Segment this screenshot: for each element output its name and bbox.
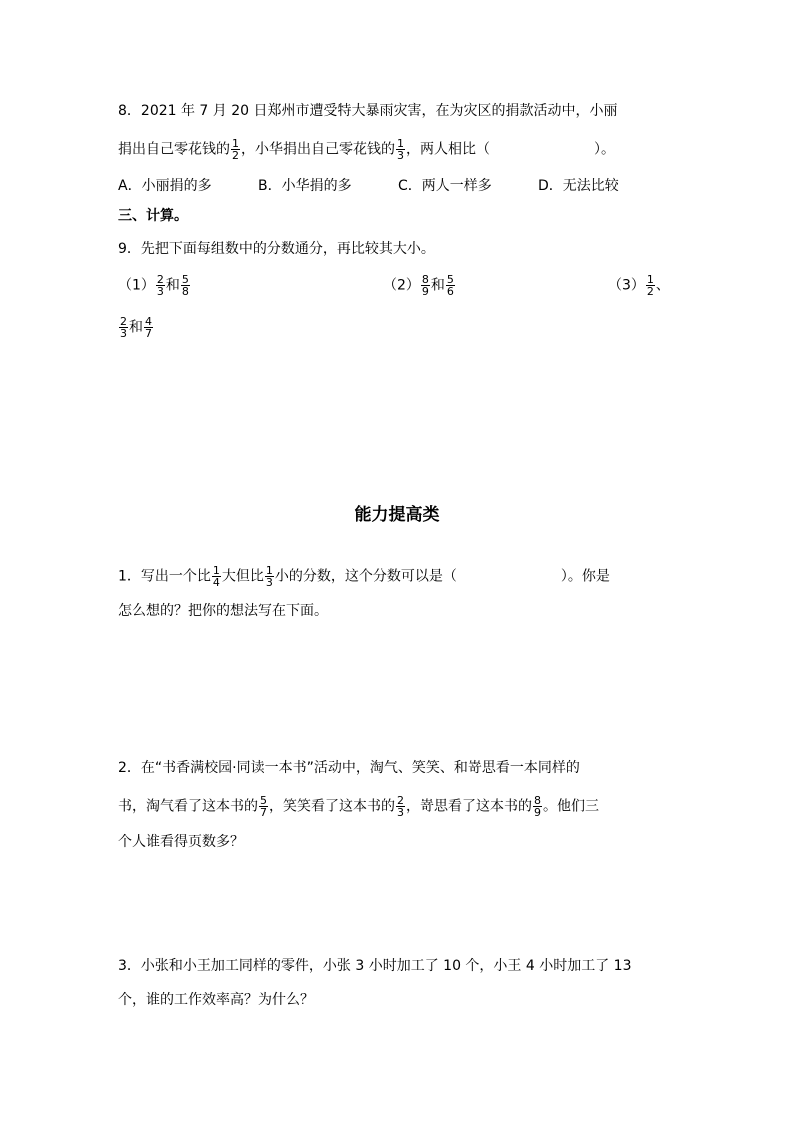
fraction: $\frac{8}{9}$ <box>421 273 429 298</box>
a2-line1: 2．在“书香满校园·同读一本书”活动中，淘气、笑笑、和嵜思看一本同样的 <box>118 760 580 776</box>
page-heading: 能力提高类 <box>354 505 440 525</box>
q8-text-b: ，小华捐出自己零花钱的 <box>241 141 395 158</box>
fraction: $\frac{5}{6}$ <box>446 273 454 298</box>
fraction: $\frac{2}{3}$ <box>156 273 164 298</box>
q8-line2 <box>118 138 615 161</box>
q9-part1: （1） $\frac{2}{3}$ 和 $\frac{5}{8}$ <box>118 273 189 298</box>
option-d[interactable]: D．无法比较 <box>538 178 619 194</box>
a1-line1: 1．写出一个比 $\frac{1}{4}$ 大但比 $\frac{1}{3}$ 小的分数，这个分数可以是（ ）。你是 <box>118 564 610 589</box>
fraction: $\frac{2}{3}$ <box>397 794 404 819</box>
q9-part3-continued: $\frac{2}{3}$ 和 $\frac{4}{7}$ <box>120 315 152 340</box>
q8-text-d: ）。 <box>594 141 615 158</box>
q9-part3: （3） $\frac{1}{2}$ 、 <box>608 273 670 298</box>
fraction: $\frac{1}{4}$ <box>212 564 220 589</box>
fraction: $\frac{1}{3}$ <box>265 564 273 589</box>
fraction: $\frac{4}{7}$ <box>145 315 152 340</box>
fraction: $\frac{8}{9}$ <box>534 794 541 819</box>
option-c[interactable]: C．两人一样多 <box>398 178 492 194</box>
a2-line3: 个人谁看得页数多？ <box>118 834 244 850</box>
fraction: $\frac{5}{7}$ <box>260 794 267 819</box>
option-b[interactable]: B．小华捐的多 <box>258 178 352 194</box>
q8-line1: 8．2021 年 7 月 20 日郑州市遭受特大暴雨灾害，在为灾区的捐款活动中，小丽 <box>118 103 618 119</box>
a3-line2: 个，谁的工作效率高？为什么？ <box>118 992 314 1008</box>
q9-text: 9．先把下面每组数中的分数通分，再比较其大小。 <box>118 241 435 257</box>
q8-options <box>118 176 619 196</box>
section-title: 三、计算。 <box>118 208 188 224</box>
fraction: $\frac{2}{3}$ <box>120 315 127 340</box>
q9-part2: （2） $\frac{8}{9}$ 和 $\frac{5}{6}$ <box>383 273 454 298</box>
fraction: $\frac{5}{8}$ <box>181 273 189 298</box>
q8-text-a: 捐出自己零花钱的 <box>118 141 230 158</box>
option-a[interactable]: A．小丽捐的多 <box>118 178 212 194</box>
q8-text-c: ，两人相比（ <box>406 141 490 158</box>
a1-line2: 怎么想的？把你的想法写在下面。 <box>118 603 328 619</box>
a3-line1: 3．小张和小王加工同样的零件，小张 3 小时加工了 10 个，小王 4 小时加工了 13 <box>118 958 632 974</box>
a2-line2: 书，淘气看了这本书的 $\frac{5}{7}$ ，笑笑看了这本书的 $\frac{2}{3}$ ，嵜思看了这本书的 $\frac{8}{9}$ 。他们三 <box>118 794 599 819</box>
fraction: $\frac{1}{2}$ <box>646 273 654 298</box>
fraction: $\frac{1}{2}$ <box>232 137 239 162</box>
fraction: $\frac{1}{3}$ <box>397 137 404 162</box>
